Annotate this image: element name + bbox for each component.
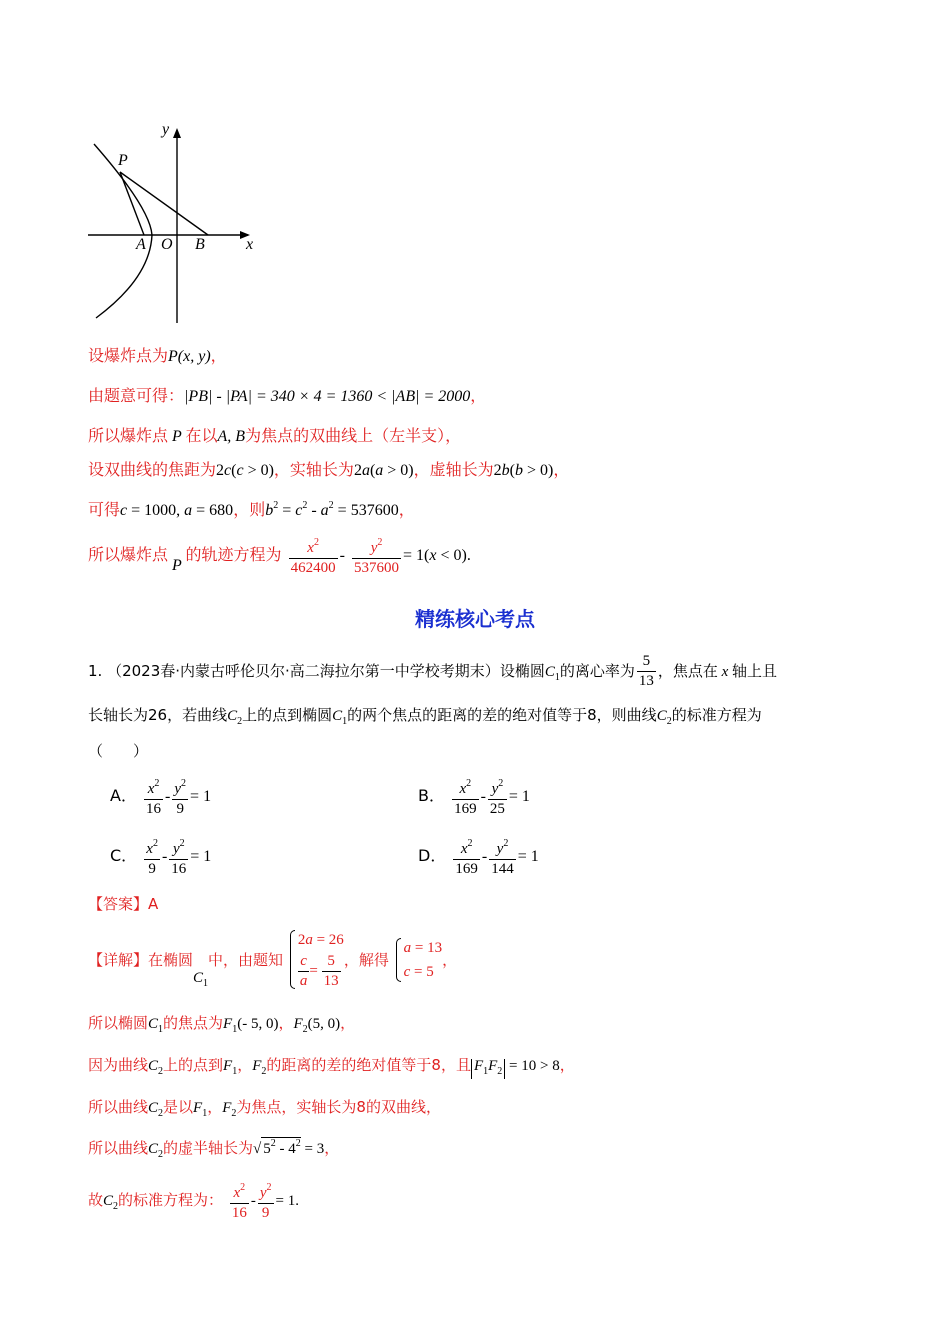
detail-text: 中，由题知: [208, 951, 284, 969]
sol-text: ，实轴长为: [273, 460, 354, 479]
math-C2: $C_2$: [103, 1193, 119, 1212]
option-A[interactable]: A． $\frac{x^2}{16}$ - $\frac{y^2}{9}$ = 1: [110, 774, 211, 819]
fraction: $\frac{x^2}{9}$: [144, 834, 160, 879]
math-expr: 2b(b > 0): [493, 462, 554, 479]
hyperbola-figure: [80, 118, 270, 328]
sol-text: 在以: [185, 426, 218, 445]
sol-text: 由题意可得：: [88, 386, 185, 405]
fraction: $\frac{x^2}{169}$: [453, 834, 480, 879]
sol-line-6: 所以爆炸点 P 的轨迹方程为 $\frac{x^2}{462400}$ - $\frac{y^2}{537600}$ = 1(x < 0).: [88, 533, 471, 578]
math-var: x: [717, 664, 733, 680]
detail-line-2: 所以椭圆$C_1$的焦点为$F_1(-$ 5, 0)，$F_2(5$, 0)，: [88, 1014, 356, 1035]
math-foci: $F_2(5$, 0): [293, 1016, 341, 1035]
answer-label: 【答案】: [88, 895, 149, 913]
math-expr: 2c(c > 0): [216, 462, 274, 479]
math-var: P: [168, 428, 186, 445]
question-text: 轴上且: [732, 662, 778, 680]
math-P: P(x, y): [168, 348, 211, 365]
fraction: $\frac{y^2}{537600}$: [352, 533, 401, 578]
question-text: 上的点到椭圆: [242, 706, 333, 724]
fraction: $\frac{5}{13}$: [638, 653, 654, 689]
fraction: $\frac{y^2}{9}$: [258, 1178, 274, 1223]
question-number: 1.: [88, 662, 103, 680]
detail-line-3: 因为曲线$C_2$上的点到$F_1$，$F_2$的距离的差的绝对值等于8，且 $F_1F_2 = 10 > 8$，: [88, 1056, 575, 1077]
detail-text: 在椭圆: [148, 951, 194, 969]
option-C[interactable]: C． $\frac{x^2}{9}$ - $\frac{y^2}{16}$ = 1: [110, 834, 211, 879]
math-expr: 2a(a > 0): [353, 462, 414, 479]
detail-line-4: 所以曲线$C_2$是以$F_1$，$F_2$为焦点，实轴长为8的双曲线，: [88, 1098, 441, 1119]
option-label: C．: [110, 846, 138, 865]
question-line-1: [88, 652, 777, 691]
sol-line-1: 设爆炸点为P(x, y)，: [88, 346, 227, 365]
math-expr: $b^2 = c^2 - a^2 = 537600$: [265, 500, 399, 519]
math-C1: $C_1$: [148, 1016, 164, 1035]
math-C2: $C_2$: [148, 1058, 164, 1077]
math-C2: $C_2$: [656, 708, 672, 727]
sol-text: ，则: [233, 500, 266, 519]
detail-text: 为焦点，实轴长为8的双曲线，: [236, 1098, 441, 1116]
fraction: $\frac{x^2}{16}$: [144, 774, 163, 819]
label-B: B: [195, 236, 205, 253]
label-O: O: [161, 236, 173, 253]
math-C2: $C_2$: [148, 1141, 164, 1160]
detail-text: 故: [88, 1191, 104, 1209]
question-line-2: [88, 704, 762, 727]
sol-text: 可得: [88, 500, 121, 519]
sol-text: 设双曲线的焦距为: [88, 460, 217, 479]
answer-line: [88, 893, 158, 914]
detail-line-5: 所以曲线$C_2$的虚半轴长为√ $5^2 - 4^2 = 3$，: [88, 1138, 340, 1160]
math-C1: $C_1$: [193, 970, 209, 989]
sol-line-3: [88, 423, 461, 446]
detail-text: 的标准方程为：: [118, 1191, 224, 1209]
question-paren: （ ）: [88, 742, 149, 760]
question-text: 的两个焦点的距离的差的绝对值等于8，则曲线: [347, 706, 657, 724]
detail-text: 所以曲线: [88, 1098, 149, 1116]
fraction: $\frac{x^2}{462400}$: [289, 533, 338, 578]
detail-line-1: 【详解】在椭圆$C_1$中，由题知 2a = 26 $\frac{c}{a}$ = $\frac{5}{13}$ ，解得 a = 13 c = 5 ，: [88, 928, 457, 991]
question-text: 的离心率为: [559, 662, 635, 680]
math-C1: $C_1$: [544, 664, 560, 683]
fraction: $\frac{x^2}{169}$: [452, 774, 479, 819]
sol-line-2: 由题意可得：|PB| - |PA| = 340 × 4 = 1360 < |AB| = 2000，: [88, 386, 487, 405]
sol-text: 所以爆炸点: [88, 426, 169, 445]
fraction: $\frac{y^2}{16}$: [169, 834, 188, 879]
sol-line-5: 可得c = 1000, a = 680，则$b^2 = c^2 - a^2 = 537600$，: [88, 500, 415, 519]
question-text: 的标准方程为: [671, 706, 762, 724]
hyperbola-branch: [94, 144, 152, 318]
math-sqrt: √ $5^2 - 4^2 = 3$: [253, 1138, 325, 1157]
math-C2: $C_2$: [227, 708, 243, 727]
detail-text: 是以: [163, 1098, 194, 1116]
detail-text: 所以椭圆: [88, 1014, 149, 1032]
math-expr: $F_1F_2 = 10 > 8$: [471, 1058, 560, 1074]
math-var: A, B: [217, 428, 246, 445]
label-x: x: [246, 236, 254, 253]
sol-text: 设爆炸点为: [88, 346, 169, 365]
answer-value: A: [148, 895, 159, 913]
math-F1: $F_1$: [223, 1058, 238, 1077]
detail-text: 的虚半轴长为: [163, 1139, 254, 1157]
fraction: $\frac{y^2}{25}$: [488, 774, 507, 819]
label-y: y: [162, 121, 170, 138]
detail-text: ，解得: [343, 951, 389, 969]
fraction: $\frac{y^2}{9}$: [172, 774, 188, 819]
system-given: 2a = 26 $\frac{c}{a}$ = $\frac{5}{13}$: [288, 928, 344, 991]
option-label: B．: [418, 786, 445, 805]
math-C2: $C_2$: [148, 1100, 164, 1119]
detail-line-6: 故$C_2$的标准方程为： $\frac{x^2}{16}$ - $\frac{y^2}{9}$ = 1.: [88, 1178, 299, 1223]
detail-text: 所以曲线: [88, 1139, 149, 1157]
sol-text: 的轨迹方程为: [185, 545, 282, 564]
system-solution: a = 13 c = 5: [394, 936, 442, 984]
detail-text: 上的点到: [163, 1056, 224, 1074]
math-var: P: [168, 557, 186, 574]
question-text: ，焦点在: [657, 662, 718, 680]
fraction: $\frac{y^2}{144}$: [489, 834, 516, 879]
y-axis-arrow: [173, 128, 181, 138]
option-D[interactable]: D． $\frac{x^2}{169}$ - $\frac{y^2}{144}$ = 1: [418, 834, 539, 879]
fraction: $\frac{x^2}{16}$: [230, 1178, 249, 1223]
question-source: （2023春·内蒙古呼伦贝尔·高二海拉尔第一中学校考期末）: [107, 662, 500, 680]
math-F2: $F_2$: [252, 1058, 267, 1077]
math-F1: $F_1$: [193, 1100, 208, 1119]
detail-label: 【详解】: [88, 951, 149, 969]
sol-text: ，虚轴长为: [413, 460, 494, 479]
question-text: 长轴长为26，若曲线: [88, 706, 228, 724]
label-P: P: [118, 152, 128, 169]
detail-text: 的距离的差的绝对值等于8，且: [266, 1056, 471, 1074]
sol-text: 为焦点的双曲线上（左半支），: [245, 426, 462, 445]
section-title: 精练核心考点: [415, 607, 535, 631]
sol-text: 所以爆炸点: [88, 545, 169, 564]
math-C1: $C_1$: [332, 708, 348, 727]
math-foci: $F_1(-$ 5, 0): [223, 1016, 279, 1035]
detail-text: 的焦点为: [163, 1014, 224, 1032]
math-distance: |PB| - |PA| = 340 × 4 = 1360 < |AB| = 2000: [184, 388, 471, 405]
option-label: D．: [418, 846, 447, 865]
detail-text: 因为曲线: [88, 1056, 149, 1074]
sol-line-4: 设双曲线的焦距为2c(c > 0)，实轴长为2a(a > 0)，虚轴长为2b(b > 0)，: [88, 460, 570, 479]
segment-PB: [120, 172, 208, 235]
question-text: 设椭圆: [499, 662, 545, 680]
math-expr: c = 1000, a = 680: [120, 502, 234, 519]
math-F2: $F_2$: [222, 1100, 237, 1119]
option-B[interactable]: B． $\frac{x^2}{169}$ - $\frac{y^2}{25}$ = 1: [418, 774, 530, 819]
label-A: A: [136, 236, 146, 253]
option-label: A．: [110, 786, 137, 805]
